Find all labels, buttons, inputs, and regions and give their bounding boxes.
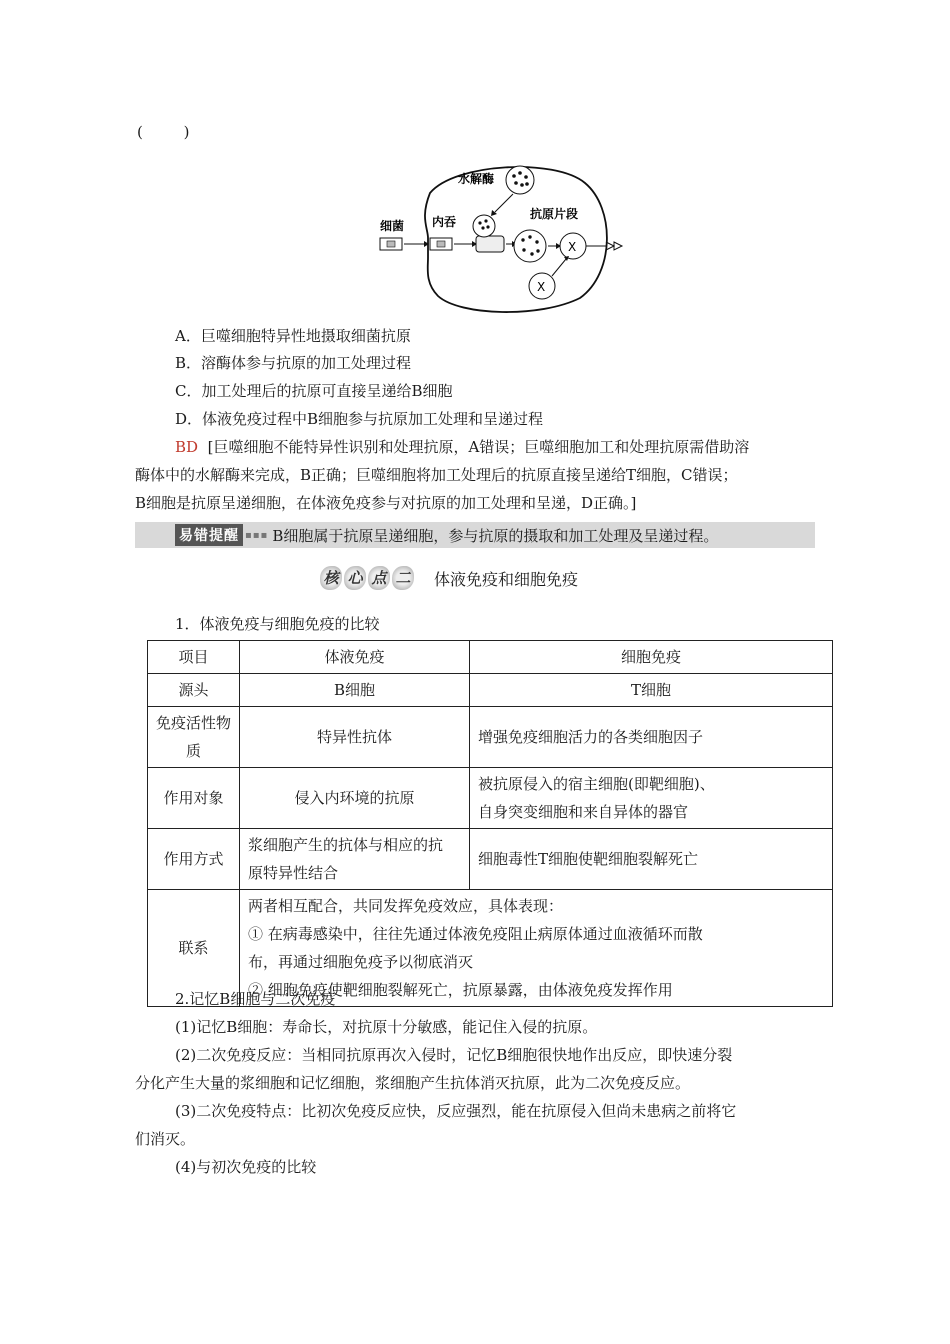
label-endocytosis: 内吞 [432,215,457,229]
table-row: 免疫活性物 质 特异性抗体 增强免疫细胞活力的各类细胞因子 [148,707,833,768]
answer-bracket: ( ) [137,123,208,141]
answer-line-1: BD [巨噬细胞不能特异性识别和处理抗原，A错误；巨噬细胞加工和处理抗原需借助溶 [175,438,750,456]
header-cellular: 细胞免疫 [470,641,833,674]
label-bacteria: 细菌 [380,219,405,233]
answer-line-2: 酶体中的水解酶来完成，B正确；巨噬细胞将加工处理后的抗原直接呈递给T细胞，C错误； [135,466,738,484]
option-c: C．加工处理后的抗原可直接呈递给B细胞 [175,382,453,400]
header-item: 项目 [148,641,240,674]
point-3-line-1: (3)二次免疫特点：比初次免疫反应快，反应强烈，能在抗原侵入但尚未患病之前将它 [175,1102,737,1120]
core-point-badge: 核 心 点 二 [320,566,416,590]
comparison-table [147,640,833,1007]
error-tip-text: B细胞属于抗原呈递细胞，参与抗原的摄取和加工处理及呈递过程。 [272,526,719,545]
svg-text:X: X [537,280,546,294]
answer-line-3: B细胞是抗原呈递细胞，在体液免疫参与对抗原的加工处理和呈递，D正确。] [135,494,637,512]
table-row: 源头 B细胞 T细胞 [148,674,833,707]
point-3-line-2: 们消灭。 [135,1130,196,1148]
tip-decoration: ▪▪▪ [245,529,269,541]
svg-text:X: X [568,240,577,254]
lysosome [506,166,534,194]
label-hydrolase: 水解酶 [458,172,495,186]
diagram-svg [370,158,650,318]
table-row: 作用方式 浆细胞产生的抗体与相应的抗 原特异性结合 细胞毒性T细胞使靶细胞裂解死亡 [148,829,833,890]
header-humoral: 体液免疫 [240,641,470,674]
lysosome-small [473,215,495,237]
answer-explanation [135,433,815,517]
point-2-line-2: 分化产生大量的浆细胞和记忆细胞，浆细胞产生抗体消灭抗原，此为二次免疫反应。 [135,1074,691,1092]
point-2-line-1: (2)二次免疫反应：当相同抗原再次入侵时，记忆B细胞很快地作出反应，即快速分裂 [175,1046,733,1064]
option-b: B．溶酶体参与抗原的加工处理过程 [175,354,412,372]
phagolysosome [514,230,546,262]
point-1: (1)记忆B细胞：寿命长，对抗原十分敏感，能记住入侵的抗原。 [175,1018,598,1036]
bacteria-core [387,241,395,247]
heading-memory-b: 2.记忆B细胞与二次免疫 [175,990,336,1008]
macrophage-diagram [370,158,650,322]
label-antigen-fragment: 抗原片段 [530,207,579,221]
heading-comparison: 1．体液免疫与细胞免疫的比较 [175,615,380,633]
error-tip-badge: 易错提醒 [175,524,243,546]
phagosome [476,236,504,252]
answer-key: BD [175,438,199,456]
table-row: 作用对象 侵入内环境的抗原 被抗原侵入的宿主细胞(即靶细胞)、 自身突变细胞和来自异体的器官 [148,768,833,829]
point-4: (4)与初次免疫的比较 [175,1158,317,1176]
error-tip-bar [135,522,815,548]
table-row-relation: 联系 两者相互配合，共同发挥免疫效应，具体表现： ① 在病毒感染中，往往先通过体液免疫阻止病原体通过血液循环而散 布，再通过细胞免疫予以彻底消灭 ② 细胞免疫使靶细胞裂解死亡，抗原暴露，由体液免疫发挥作用 [148,890,833,1007]
option-a: A．巨噬细胞特异性地摄取细菌抗原 [175,327,411,345]
table-header-row [148,641,833,674]
section-heading [320,566,578,590]
section-title: 体液免疫和细胞免疫 [434,569,579,589]
option-d: D．体液免疫过程中B细胞参与抗原加工处理和呈递过程 [175,410,544,428]
